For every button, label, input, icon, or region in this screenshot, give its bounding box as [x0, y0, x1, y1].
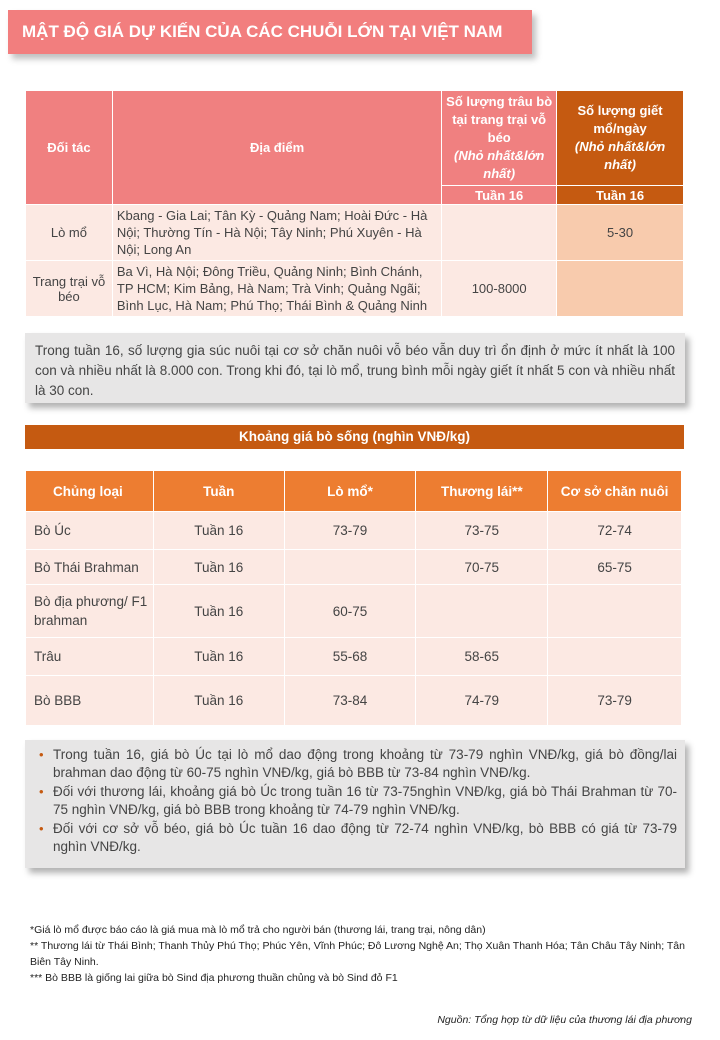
footnote: *** Bò BBB là giống lai giữa bò Sind địa phương thuần chủng và bò Sind đỏ F1 — [30, 972, 398, 984]
location-cell: Kbang - Gia Lai; Tân Kỳ - Quảng Nam; Hoài Đức - Hà Nội; Thường Tín - Hà Nội; Tây Ninh; Phú Xuyên - Hà Nội; Long An — [112, 205, 441, 261]
table-row — [26, 512, 682, 550]
header-week: Tuần — [153, 471, 284, 512]
type-cell: Bò Úc — [26, 512, 154, 550]
type-cell: Bò Thái Brahman — [26, 550, 154, 585]
type-cell: Bò địa phương/ F1 brahman — [26, 585, 154, 638]
price-notes-list — [33, 746, 677, 855]
table-row — [26, 585, 682, 638]
summary-note: Trong tuần 16, số lượng gia súc nuôi tại cơ sở chăn nuôi vỗ béo vẫn duy trì ổn định ở mức ít nhất là 100 con và nhiều nhất là 8.000 con. Trong khi đó, tại lò mổ, trung bình mỗi ngày giết ít nhất 5 con và nhiều nhất là 30 con. — [25, 333, 685, 403]
table-row — [26, 205, 684, 261]
header-trader: Thương lái** — [416, 471, 548, 512]
slaughter-price-cell: 73-84 — [284, 676, 416, 726]
header-week-slaughter: Tuần 16 — [557, 186, 684, 205]
header-location: Địa điểm — [112, 91, 441, 205]
page-title: MẬT ĐỘ GIÁ DỰ KIẾN CỦA CÁC CHUỖI LỚN TẠI VIỆT NAM — [8, 10, 532, 54]
farm-price-cell: 73-79 — [548, 676, 682, 726]
header-farm: Cơ sở chăn nuôi — [548, 471, 682, 512]
location-cell: Ba Vì, Hà Nội; Đông Triều, Quảng Ninh; Bình Chánh, TP HCM; Kim Bảng, Hà Nam; Trà Vinh; Quảng Ngãi; Bình Lục, Hà Nam; Phú Thọ; Thái Bình & Quảng Ninh — [112, 261, 441, 317]
header-slaughterhouse: Lò mổ* — [284, 471, 416, 512]
week-cell: Tuần 16 — [153, 512, 284, 550]
farm-price-cell: 65-75 — [548, 550, 682, 585]
week-cell: Tuần 16 — [153, 676, 284, 726]
slaughter-count-cell — [557, 261, 684, 317]
footnote: ** Thương lái từ Thái Bình; Thanh Thủy Phú Thọ; Phúc Yên, Vĩnh Phúc; Đô Lương Nghệ An; Thọ Xuân Thanh Hóa; Tân Châu Tây Ninh; Tân Biên Tây Ninh. — [30, 940, 685, 968]
type-cell: Bò BBB — [26, 676, 154, 726]
farm-price-cell — [548, 638, 682, 676]
trader-price-cell: 70-75 — [416, 550, 548, 585]
list-item: • Đối với cơ sở vỗ béo, giá bò Úc tuần 16 dao động từ 72-74 nghìn VNĐ/kg, bò BBB có giá từ 73-79 nghìn VNĐ/kg. — [53, 820, 677, 855]
header-partner: Đối tác — [26, 91, 113, 205]
header-slaughter-count-label: Số lượng giết mổ/ngày — [577, 103, 663, 136]
density-table — [25, 90, 684, 317]
farm-price-cell: 72-74 — [548, 512, 682, 550]
week-cell: Tuần 16 — [153, 585, 284, 638]
table-row — [26, 550, 682, 585]
header-slaughter-count-sub: (Nhỏ nhất&lớn nhất) — [574, 139, 666, 172]
trader-price-cell — [416, 585, 548, 638]
source-note: Nguồn: Tổng hợp từ dữ liệu của thương lái địa phương — [437, 1014, 692, 1026]
list-item: • Đối với thương lái, khoảng giá bò Úc trong tuần 16 từ 73-75nghìn VNĐ/kg, giá bò Thái Brahman từ 70-75 nghìn VNĐ/kg, giá bò BBB trong khoảng từ 74-79 nghìn VNĐ/kg. — [53, 783, 677, 818]
table-row — [26, 261, 684, 317]
farm-price-cell — [548, 585, 682, 638]
header-slaughter-count — [557, 91, 684, 186]
price-section-title: Khoảng giá bò sống (nghìn VNĐ/kg) — [25, 425, 684, 449]
price-table — [25, 470, 682, 726]
trader-price-cell: 73-75 — [416, 512, 548, 550]
week-cell: Tuần 16 — [153, 550, 284, 585]
table-row — [26, 638, 682, 676]
farm-count-cell: 100-8000 — [442, 261, 557, 317]
header-farm-count-sub: (Nhỏ nhất&lớn nhất) — [454, 148, 545, 181]
slaughter-count-cell: 5-30 — [557, 205, 684, 261]
farm-count-cell — [442, 205, 557, 261]
footnote: *Giá lò mổ được báo cáo là giá mua mà lò mổ trả cho người bán (thương lái, trang trại, nông dân) — [30, 924, 486, 936]
slaughter-price-cell: 60-75 — [284, 585, 416, 638]
header-farm-count-label: Số lượng trâu bò tại trang trại vỗ béo — [446, 94, 553, 145]
list-item: • Trong tuần 16, giá bò Úc tại lò mổ dao động trong khoảng từ 73-79 nghìn VNĐ/kg, giá bò đồng/lai brahman dao động từ 60-75 nghìn VNĐ/kg, giá bò BBB từ 73-84 nghìn VNĐ/kg. — [53, 746, 677, 781]
partner-cell: Lò mổ — [26, 205, 113, 261]
partner-cell: Trang trại vỗ béo — [26, 261, 113, 317]
header-farm-count — [442, 91, 557, 186]
slaughter-price-cell: 55-68 — [284, 638, 416, 676]
week-cell: Tuần 16 — [153, 638, 284, 676]
footnotes — [30, 922, 690, 986]
header-week-farm: Tuần 16 — [442, 186, 557, 205]
trader-price-cell: 58-65 — [416, 638, 548, 676]
price-notes — [25, 740, 685, 868]
slaughter-price-cell — [284, 550, 416, 585]
type-cell: Trâu — [26, 638, 154, 676]
slaughter-price-cell: 73-79 — [284, 512, 416, 550]
table-row — [26, 676, 682, 726]
header-type: Chủng loại — [26, 471, 154, 512]
trader-price-cell: 74-79 — [416, 676, 548, 726]
